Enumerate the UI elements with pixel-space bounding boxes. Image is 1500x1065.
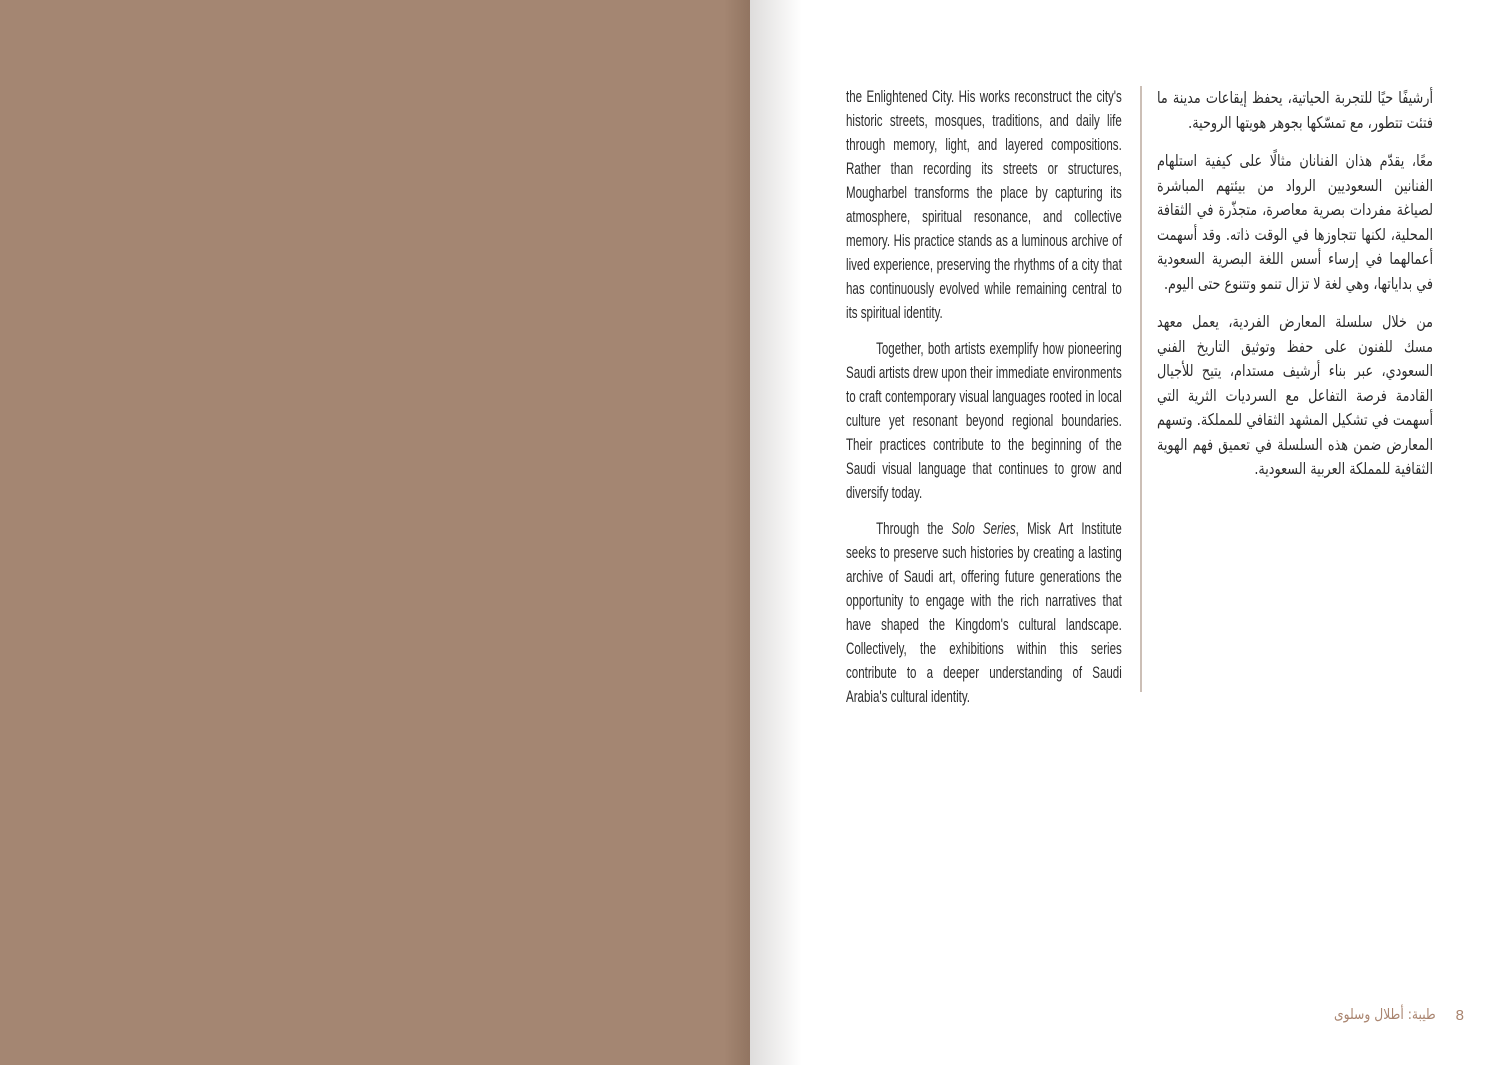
english-text-column xyxy=(846,85,1122,721)
column-divider xyxy=(1140,86,1142,692)
english-paragraph-3-prefix: Through the xyxy=(876,520,952,538)
content-page xyxy=(750,0,1500,1065)
english-paragraph-3-suffix: , Misk Art Institute seeks to preserve such histories by creating a lasting archive of Saudi art, offering future generations the opportunity to engage with the rich narratives that have shaped the Kingdom's cultural landscape. Collectively, the exhibitions within this series contribute to a deeper understanding of Saudi Arabia's cultural identity. xyxy=(846,520,1122,706)
page-footer xyxy=(1316,1002,1464,1028)
page-number: 8 xyxy=(1455,1006,1464,1024)
english-paragraph-1: the Enlightened City. His works reconstruct the city's historic streets, mosques, traditions, and daily life through memory, light, and layered compositions. Rather than recording its streets or structures, Mougharbel transforms the place by capturing its atmosphere, spiritual resonance, and collective memory. His practice stands as a luminous archive of lived experience, preserving the rhythms of a city that has continuously evolved while remaining central to its spiritual identity. xyxy=(846,88,1122,322)
arabic-paragraph-3: من خلال سلسلة المعارض الفردية، يعمل معهد مسك للفنون على حفظ وتوثيق التاريخ الفني السعودي، عبر بناء أرشيف مستدام، يتيح للأجيال القادمة فرصة التفاعل مع السرديات الثرية التي أسهمت في تشكيل المشهد الثقافي للمملكة. وتسهم المعارض ضمن هذه السلسلة في تعميق فهم الهوية الثقافية للمملكة العربية السعودية. xyxy=(1157,312,1433,478)
arabic-paragraph-2: معًا، يقدّم هذان الفنانان مثالًا على كيفية استلهام الفنانين السعوديين الرواد من بيئتهم المباشرة لصياغة مفردات بصرية معاصرة، متجذّرة في الثقافة المحلية، لكنها تتجاوزها في الوقت ذاته. وقد أسهمت أعمالهما في إرساء أسس اللغة البصرية السعودية في بداياتها، وهي لغة لا تزال تنمو وتتنوع حتى اليوم. xyxy=(1157,151,1433,293)
solo-series-title: Solo Series xyxy=(951,520,1016,538)
arabic-text-column xyxy=(1157,86,1433,496)
arabic-paragraph-1: أرشيفًا حيًا للتجربة الحياتية، يحفظ إيقاعات مدينة ما فتئت تتطور، مع تمسّكها بجوهر هويتها الروحية. xyxy=(1157,88,1433,132)
gutter-shadow xyxy=(750,0,802,1065)
english-paragraph-3 xyxy=(846,517,1122,709)
book-title: طيبة: أطلال وسلوى xyxy=(1333,1007,1436,1023)
spine-shadow xyxy=(724,0,750,1065)
english-paragraph-2: Together, both artists exemplify how pioneering Saudi artists drew upon their immediate environments to craft contemporary visual languages rooted in local culture yet resonant beyond regional boundaries. Their practices contribute to the beginning of the Saudi visual language that continues to grow and diversify today. xyxy=(846,340,1122,502)
